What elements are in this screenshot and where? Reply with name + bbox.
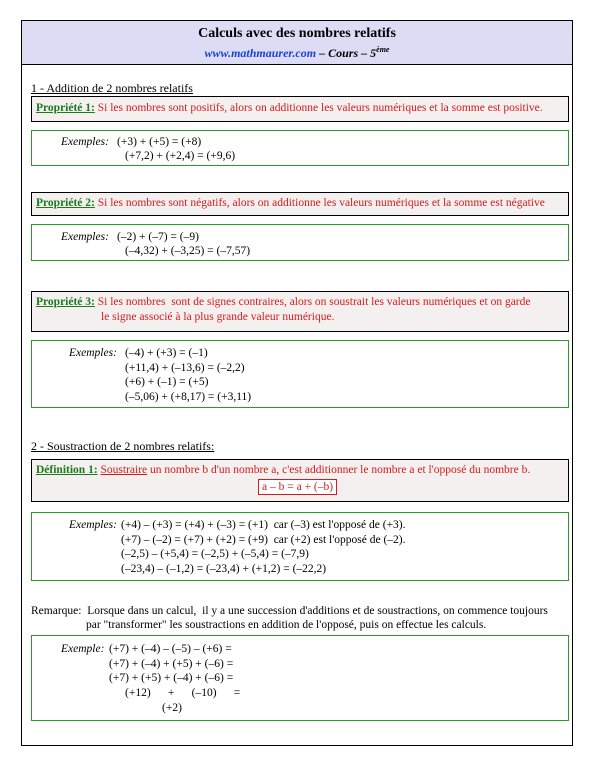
example-line: (+2) (162, 702, 182, 714)
examples-3-box (31, 340, 569, 408)
example-line: (+7) – (–2) = (+7) + (+2) = (+9) car (+2) est l'opposé de (–2). (121, 534, 406, 546)
examples-5-label: Exemple: (61, 643, 105, 655)
property-3-text-2: le signe associé à la plus grande valeur numérique. (101, 311, 335, 323)
remark-line-1: Remarque: Lorsque dans un calcul, il y a une succession d'additions et de soustractions, on commence toujours (31, 605, 548, 617)
examples-1-box (31, 130, 569, 166)
example-line: (+6) + (–1) = (+5) (125, 376, 209, 388)
property-3-line-1 (36, 296, 531, 308)
property-3-text-1: Si les nombres sont de signes contraires, alors on soustrait les valeurs numériques et on garde (94, 296, 531, 308)
definition-1-text: un nombre b d'un nombre a, c'est additionner le nombre a et l'opposé du nombre b. (147, 464, 531, 476)
example-line: (–5,06) + (+8,17) = (+3,11) (125, 391, 252, 403)
definition-1-word: Soustraire (100, 464, 148, 476)
site-link[interactable]: www.mathmaurer.com (204, 46, 317, 60)
example-line: (–23,4) – (–1,2) = (–23,4) + (+1,2) = (–22,2) (121, 563, 327, 575)
example-line: (+11,4) + (–13,6) = (–2,2) (125, 362, 245, 374)
page-subtitle (22, 45, 572, 61)
example-line: (–4) + (+3) = (–1) (125, 347, 208, 359)
examples-2-box (31, 224, 569, 261)
property-3-label: Propriété 3: (36, 296, 95, 308)
property-2-line (36, 197, 545, 209)
example-line: (+4) – (+3) = (+4) + (–3) = (+1) car (–3) est l'opposé de (+3). (121, 519, 406, 531)
property-2-text: Si les nombres sont négatifs, alors on additionne les valeurs numériques et la somme est négative (94, 197, 545, 209)
property-2-label: Propriété 2: (36, 197, 95, 209)
definition-1-label: Définition 1: (36, 464, 98, 476)
page-title: Calculs avec des nombres relatifs (198, 26, 396, 41)
grade-superscript: ème (376, 45, 390, 54)
examples-4-label: Exemples: (69, 519, 117, 531)
property-3-box (31, 291, 569, 332)
examples-2-label: Exemples: (61, 231, 109, 243)
example-line: (+7) + (–4) + (+5) + (–6) = (109, 658, 234, 670)
property-1-text: Si les nombres sont positifs, alors on additionne les valeurs numériques et la somme est positive. (94, 102, 543, 114)
examples-3-label: Exemples: (69, 347, 117, 359)
property-1-label: Propriété 1: (36, 102, 95, 114)
example-line: (–2) + (–7) = (–9) (117, 231, 199, 243)
property-1-line (36, 102, 543, 114)
section-title-subtraction: 2 - Soustraction de 2 nombres relatifs: (31, 439, 215, 453)
header-banner (22, 21, 572, 65)
property-1-box (31, 96, 569, 122)
example-line: (+12) + (–10) = (125, 687, 241, 699)
example-line: (+3) + (+5) = (+8) (117, 136, 202, 148)
example-line: (–4,32) + (–3,25) = (–7,57) (125, 245, 251, 257)
examples-4-box (31, 512, 569, 581)
example-line: (+7) + (–4) – (–5) – (+6) = (109, 643, 232, 655)
definition-1-line (36, 464, 530, 476)
example-line: (–2,5) – (+5,4) = (–2,5) + (–5,4) = (–7,9) (121, 548, 309, 560)
examples-5-box (31, 635, 569, 721)
example-line: (+7,2) + (+2,4) = (+9,6) (125, 150, 236, 162)
example-line: (+7) + (+5) + (–4) + (–6) = (109, 672, 234, 684)
property-2-box (31, 192, 569, 216)
examples-1-label: Exemples: (61, 136, 109, 148)
course-label: – Cours – 5 (316, 46, 377, 60)
section-title-addition: 1 - Addition de 2 nombres relatifs (31, 81, 193, 95)
subtraction-formula: a – b = a + (–b) (258, 479, 337, 495)
remark-line-2: par "transformer" les soustractions en addition de l'opposé, puis on effectue les calculs. (86, 619, 487, 631)
